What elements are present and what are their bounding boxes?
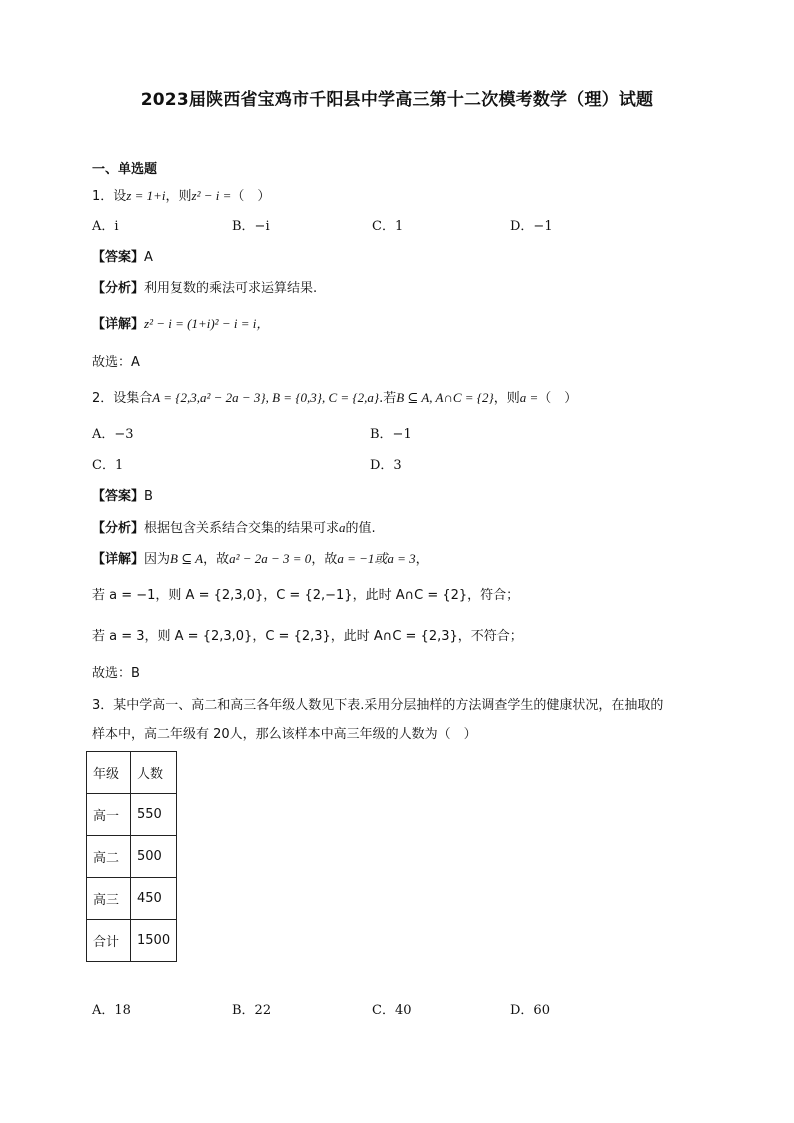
- question-2-analysis: 【分析】根据包含关系结合交集的结果可求a的值.: [92, 520, 376, 536]
- detail-tag: 【详解】: [92, 317, 145, 332]
- question-number: 1．: [92, 189, 114, 204]
- question-1-answer: 【答案】A: [92, 250, 153, 265]
- math-expression: z² − i =: [191, 188, 232, 203]
- table-cell: 高三: [87, 878, 131, 920]
- table-row: [87, 878, 177, 920]
- question-1-option-d: D．−1: [510, 219, 553, 234]
- question-3-option-d: D．60: [510, 1003, 550, 1018]
- table-header-row: [87, 752, 177, 794]
- table-row: [87, 836, 177, 878]
- question-1-option-c: C．1: [372, 219, 404, 234]
- question-2-case-2: 若 a = 3，则 A = {2,3,0}，C = {2,3}，此时 A∩C = {2,3}，不符合；: [92, 629, 523, 644]
- table-cell: 合计: [87, 920, 131, 962]
- question-2-detail: 【详解】因为B ⊆ A，故a² − 2a − 3 = 0，故a = −1或a = 3，: [92, 551, 429, 567]
- grade-count-table: [86, 751, 177, 962]
- question-3-option-c: C．40: [372, 1003, 412, 1018]
- math-expression: z = 1+i: [126, 188, 166, 203]
- table-row: [87, 920, 177, 962]
- table-cell: 1500: [131, 920, 177, 962]
- answer-tag: 【答案】: [92, 250, 145, 265]
- question-3-option-a: A．18: [92, 1003, 131, 1018]
- question-3-stem-line-2: 样本中，高二年级有 20人，那么该样本中高三年级的人数为（ ）: [92, 727, 477, 742]
- question-2-answer: 【答案】B: [92, 489, 153, 504]
- table-cell: 450: [131, 878, 177, 920]
- math-expression: z² − i = (1+i)² − i = i，: [144, 316, 270, 331]
- question-1-choice: 故选：A: [92, 355, 140, 370]
- math-variable: a: [339, 520, 346, 535]
- table-cell: 高二: [87, 836, 131, 878]
- table-header-cell: 年级: [87, 752, 131, 794]
- question-2-stem: 2．设集合A = {2,3,a² − 2a − 3}, B = {0,3}, C = {2,a}.若B ⊆ A, A∩C = {2}，则a =（ ）: [92, 390, 578, 406]
- question-1-option-b: B．−i: [232, 219, 270, 234]
- question-2-option-b: B．−1: [370, 427, 412, 442]
- table-cell: 高一: [87, 794, 131, 836]
- math-expression: a² − 2a − 3 = 0: [229, 551, 312, 566]
- question-number: 2．: [92, 391, 114, 406]
- question-1-option-a: A．i: [92, 219, 119, 234]
- question-2-option-d: D．3: [370, 458, 402, 473]
- question-3-option-b: B．22: [232, 1003, 272, 1018]
- question-1-analysis: 【分析】利用复数的乘法可求运算结果.: [92, 281, 318, 296]
- table-cell: 550: [131, 794, 177, 836]
- section-heading: 一、单选题: [92, 162, 158, 177]
- detail-tag: 【详解】: [92, 552, 145, 567]
- math-expression: a = −1或a = 3: [337, 551, 416, 566]
- table-row: [87, 794, 177, 836]
- question-2-case-1: 若 a = −1，则 A = {2,3,0}，C = {2,−1}，此时 A∩C = {2}，符合；: [92, 588, 520, 603]
- analysis-tag: 【分析】: [92, 521, 145, 536]
- math-expression: A = {2,3,a² − 2a − 3}, B = {0,3}, C = {2,a}: [152, 390, 380, 405]
- question-3-stem-line-1: 3．某中学高一、高二和高三各年级人数见下表.采用分层抽样的方法调查学生的健康状况，在抽取的: [92, 698, 664, 713]
- table-header-cell: 人数: [131, 752, 177, 794]
- math-expression: a =: [519, 390, 539, 405]
- analysis-tag: 【分析】: [92, 281, 145, 296]
- answer-tag: 【答案】: [92, 489, 145, 504]
- table-cell: 500: [131, 836, 177, 878]
- math-expression: B ⊆ A: [170, 551, 204, 566]
- math-expression: B ⊆ A, A∩C = {2}: [396, 390, 494, 405]
- question-2-option-c: C．1: [92, 458, 124, 473]
- question-1-detail: [92, 315, 269, 334]
- question-1-stem: 1．设z = 1+i，则z² − i =（ ）: [92, 188, 271, 204]
- question-2-option-a: A．−3: [92, 427, 134, 442]
- question-2-choice: 故选：B: [92, 666, 140, 681]
- page-title: 2023届陕西省宝鸡市千阳县中学高三第十二次模考数学（理）试题: [140, 90, 654, 110]
